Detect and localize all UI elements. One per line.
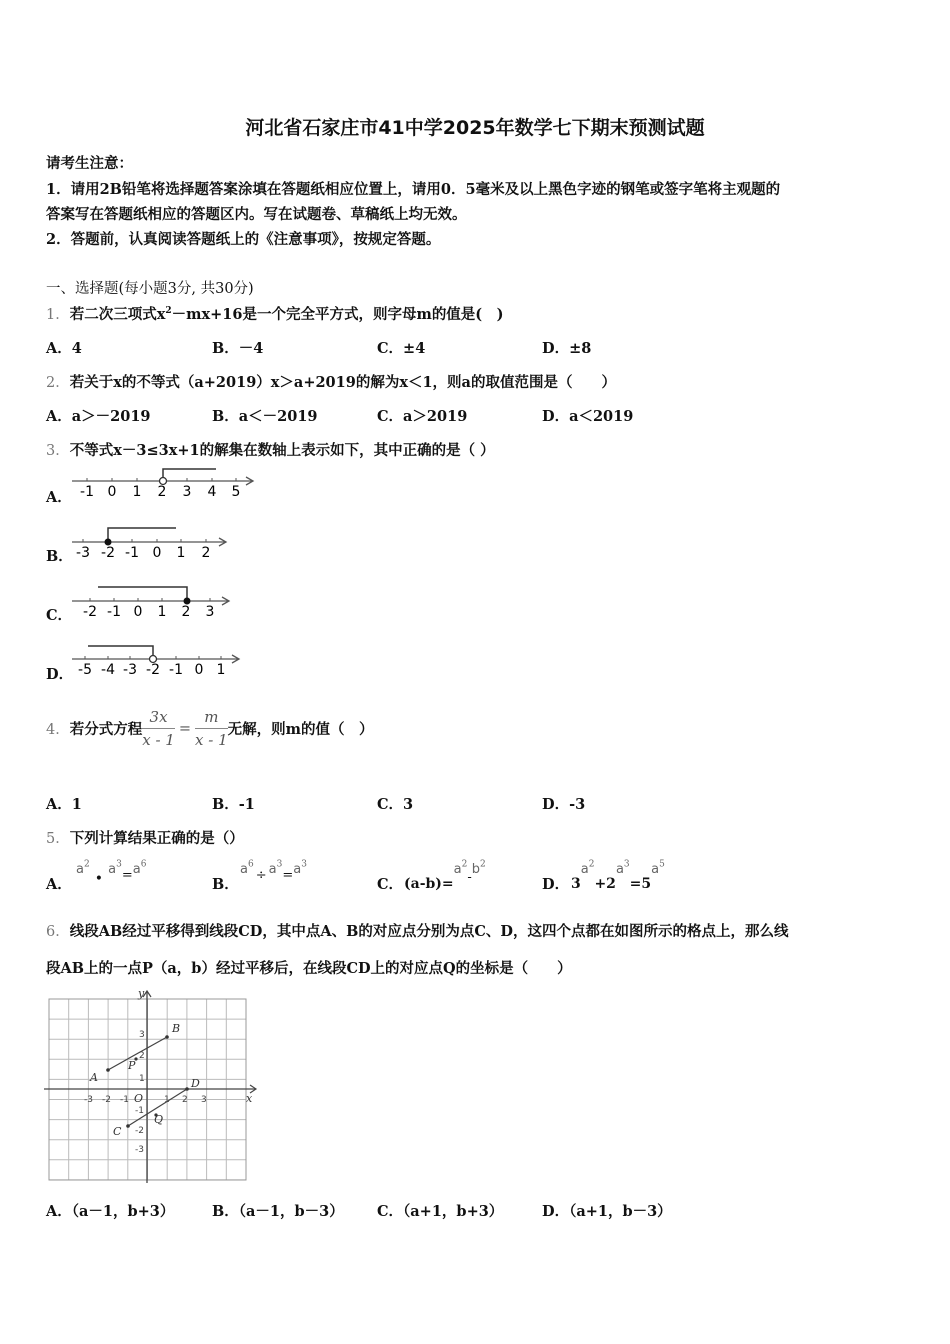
tick-label: -4 xyxy=(101,662,115,678)
question-number: 4． xyxy=(46,722,70,738)
tick-label: 5 xyxy=(231,484,241,500)
tick-label: 3 xyxy=(182,484,192,500)
q5-option-c-expr[interactable] xyxy=(404,858,486,892)
question-5 xyxy=(46,827,244,848)
notice-item2: 2．答题前，认真阅读答题纸上的《注意事项》，按规定答题。 xyxy=(46,231,441,248)
point-a-label: A xyxy=(90,1071,98,1084)
tick-label: -1 xyxy=(125,545,139,560)
y-tick: 1 xyxy=(139,1074,145,1084)
expr-exp: 6 xyxy=(140,859,147,870)
x-tick: 3 xyxy=(201,1095,207,1105)
question-6-line1 xyxy=(46,920,788,941)
tick-label: -2 xyxy=(83,604,97,619)
question-number: 5． xyxy=(46,831,70,847)
expr-exp: 2 xyxy=(461,859,468,870)
expr-base: a xyxy=(293,862,302,877)
notice-heading: 请考生注意： xyxy=(46,155,133,172)
q4-option-c[interactable]: C．3 xyxy=(377,796,414,813)
tick-label: -2 xyxy=(101,545,115,560)
page-title: 河北省石家庄市41中学2025年数学七下期末预测试题 xyxy=(245,117,705,139)
expr-base: a xyxy=(580,862,589,877)
q4-option-b[interactable]: B．-1 xyxy=(212,796,255,813)
expr-base: a xyxy=(615,862,624,877)
y-tick: -1 xyxy=(135,1106,144,1116)
tick-label: 4 xyxy=(207,484,217,500)
q5-option-c-label[interactable]: C． xyxy=(377,876,404,893)
tick-label: 2 xyxy=(157,484,167,500)
expr-base: (a-b)= xyxy=(404,876,454,892)
question-number: 6． xyxy=(46,924,70,940)
x-tick: 2 xyxy=(182,1095,188,1105)
expr-base: a xyxy=(268,862,277,877)
question-number: 3． xyxy=(46,443,70,459)
expr-op: = xyxy=(121,868,133,883)
tick-label: -1 xyxy=(169,662,183,678)
expr-base: a xyxy=(76,862,84,877)
q2-option-a[interactable]: A．a＞－2019 xyxy=(46,408,151,425)
expr-op: +2 xyxy=(594,876,616,892)
question-4 xyxy=(46,708,373,749)
fraction-1-denominator: x - 1 xyxy=(142,731,175,749)
notice-item1-line2: 答案写在答题纸相应的答题区内。写在试题卷、草稿纸上均无效。 xyxy=(46,206,467,223)
number-line-ticks xyxy=(76,545,210,560)
point-p-label: P xyxy=(128,1059,136,1072)
expr-coef: 3 xyxy=(571,876,581,892)
q5-option-d-label[interactable]: D． xyxy=(542,876,570,893)
q1-option-d[interactable]: D．±8 xyxy=(542,340,592,357)
question-4-post: 无解，则m的值（ ） xyxy=(227,721,374,738)
expr-exp: 6 xyxy=(247,859,254,870)
q1-option-c[interactable]: C．±4 xyxy=(377,340,426,357)
x-tick: -1 xyxy=(120,1095,129,1105)
q2-option-c[interactable]: C．a＞2019 xyxy=(377,408,468,425)
q1-option-a[interactable]: A．4 xyxy=(46,340,82,357)
expr-base: a xyxy=(651,862,660,877)
tick-label: 3 xyxy=(205,604,215,619)
q3-number-line-c[interactable] xyxy=(70,583,235,619)
q2-option-b[interactable]: B．a＜－2019 xyxy=(212,408,318,425)
coordinate-grid-figure xyxy=(44,985,264,1185)
q3-option-b-label[interactable]: B． xyxy=(46,548,73,565)
section-heading: 一、选择题(每小题3分, 共30分) xyxy=(46,281,254,297)
question-5-text: 下列计算结果正确的是（） xyxy=(69,830,244,847)
number-line-ticks xyxy=(78,662,225,678)
question-number: 1． xyxy=(46,307,70,323)
tick-label: -3 xyxy=(76,545,90,560)
question-number: 2． xyxy=(46,375,70,391)
tick-label: -2 xyxy=(146,662,160,678)
q6-option-a[interactable]: A．（a－1，b+3） xyxy=(46,1203,175,1220)
expr-exp: 3 xyxy=(301,859,307,870)
x-tick: -3 xyxy=(84,1095,93,1105)
tick-label: 0 xyxy=(152,545,162,560)
axis-x-label: x xyxy=(246,1092,253,1105)
tick-label: 1 xyxy=(157,604,167,619)
tick-label: 2 xyxy=(181,604,191,619)
expr-op: = xyxy=(282,868,294,883)
expr-base: b xyxy=(471,862,481,877)
q5-option-d-expr[interactable] xyxy=(571,858,665,892)
fraction-2-denominator: x - 1 xyxy=(195,731,228,749)
question-4-pre: 若分式方程 xyxy=(69,721,143,738)
expr-exp: 3 xyxy=(276,859,283,870)
tick-label: 0 xyxy=(194,662,204,678)
expr-op: ÷ xyxy=(255,868,267,883)
point-q-label: Q xyxy=(154,1113,164,1126)
expr-base: a xyxy=(108,862,117,877)
fraction-2-numerator: m xyxy=(195,708,228,729)
y-tick: -2 xyxy=(135,1126,144,1136)
expr-base: a xyxy=(240,862,248,877)
expr-exp: 3 xyxy=(623,859,630,870)
tick-label: -1 xyxy=(107,604,121,619)
q3-number-line-a[interactable] xyxy=(70,466,260,500)
question-2 xyxy=(46,371,616,392)
tick-label: 2 xyxy=(201,545,211,560)
question-1 xyxy=(46,303,504,324)
tick-label: 0 xyxy=(133,604,143,619)
question-6-text-1: 线段AB经过平移得到线段CD，其中点A、B的对应点分别为点C、D，这四个点都在如图所示的格点上，那么线 xyxy=(69,923,789,940)
q5-option-a-expr[interactable] xyxy=(76,858,147,887)
expr-base: a xyxy=(132,862,141,877)
question-1-pre: 若二次三项式x xyxy=(69,306,166,323)
notice-item1-line1: 1．请用2B铅笔将选择题答案涂填在答题纸相应位置上，请用0．5毫米及以上黑色字迹的钢笔或签字笔将主观题的 xyxy=(46,181,781,198)
question-1-post: －mx+16是一个完全平方式，则字母m的值是( ) xyxy=(171,306,504,323)
expr-exp: 2 xyxy=(480,859,486,870)
q3-option-d-label[interactable]: D． xyxy=(46,666,74,683)
q5-option-a-label[interactable]: A． xyxy=(46,876,72,893)
number-line-ticks xyxy=(83,604,214,619)
expr-op: =5 xyxy=(629,876,652,892)
y-tick: 2 xyxy=(139,1051,145,1061)
expr-exp: 2 xyxy=(83,859,90,870)
q4-option-d[interactable]: D．-3 xyxy=(542,796,586,813)
fraction-1 xyxy=(142,708,175,749)
q6-option-b[interactable]: B．（a－1，b－3） xyxy=(212,1203,344,1220)
point-b-label: B xyxy=(172,1022,181,1035)
question-1-sup: 2 xyxy=(165,306,172,317)
expr-op: • xyxy=(94,871,104,887)
x-tick: 1 xyxy=(164,1095,170,1105)
question-3 xyxy=(46,439,495,460)
q5-option-b-label[interactable]: B． xyxy=(212,876,239,893)
axis-y-label: y xyxy=(138,987,145,1000)
point-d-label: D xyxy=(191,1077,200,1090)
fraction-1-numerator: 3x xyxy=(142,708,175,729)
tick-label: 1 xyxy=(216,662,226,678)
q5-option-b-expr[interactable] xyxy=(240,858,307,883)
tick-label: 0 xyxy=(107,484,117,500)
y-tick: 3 xyxy=(139,1030,145,1040)
expr-exp: 3 xyxy=(116,859,122,870)
tick-label: 1 xyxy=(176,545,186,560)
tick-label: -3 xyxy=(123,662,137,678)
q6-option-c[interactable]: C．（a+1，b+3） xyxy=(377,1203,504,1220)
tick-label: 1 xyxy=(132,484,142,500)
q6-option-d[interactable]: D．（a+1，b－3） xyxy=(542,1203,672,1220)
tick-label: -5 xyxy=(78,662,92,678)
q3-option-c-label[interactable]: C． xyxy=(46,607,73,624)
expr-exp: 2 xyxy=(588,859,595,870)
q3-number-line-b[interactable] xyxy=(70,524,235,560)
y-tick: -3 xyxy=(135,1145,144,1155)
tick-label: -1 xyxy=(80,484,94,500)
point-c-label: C xyxy=(113,1125,122,1138)
q4-option-a[interactable]: A．1 xyxy=(46,796,82,813)
x-tick: -2 xyxy=(102,1095,111,1105)
q3-number-line-d[interactable] xyxy=(70,642,245,678)
expr-base: a xyxy=(453,862,462,877)
number-line-ticks xyxy=(80,484,240,500)
question-6-line2: 段AB上的一点P（a，b）经过平移后，在线段CD上的对应点Q的坐标是（ ） xyxy=(46,960,572,977)
q3-option-a-label[interactable]: A． xyxy=(46,489,72,506)
question-2-text: 若关于x的不等式（a+2019）x＞a+2019的解为x＜1，则a的取值范围是（ ） xyxy=(69,374,616,391)
expr-op: - xyxy=(467,870,472,885)
expr-exp: 5 xyxy=(659,859,665,870)
q2-option-d[interactable]: D．a＜2019 xyxy=(542,408,634,425)
question-3-text: 不等式x－3≤3x+1的解集在数轴上表示如下，其中正确的是（ ） xyxy=(69,442,495,459)
q1-option-b[interactable]: B．－4 xyxy=(212,340,264,357)
fraction-2 xyxy=(195,708,228,749)
origin-label: O xyxy=(134,1092,144,1105)
equals-sign: = xyxy=(178,720,191,737)
